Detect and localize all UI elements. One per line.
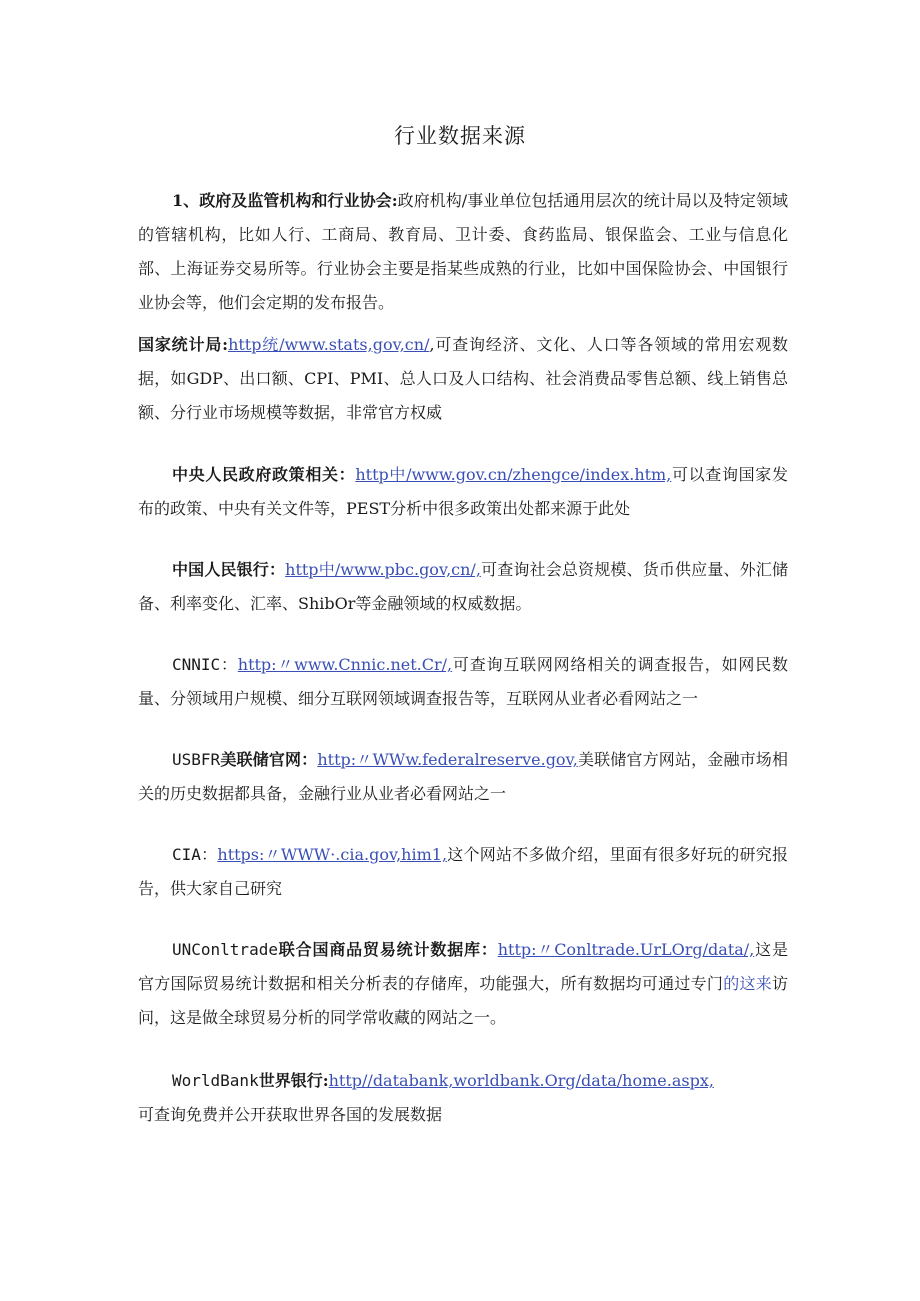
source-name: 国家统计局: — [138, 335, 229, 354]
source-name-latin: UNConltrade — [172, 940, 278, 959]
source-gov-policy — [138, 458, 788, 526]
source-name-tail: 世界银行: — [258, 1071, 329, 1090]
page-title: 行业数据来源 — [394, 124, 526, 148]
source-name-tail: 美联储官网： — [220, 750, 318, 769]
source-desc: 这是官方国际贸易统计数据和相关分析表的存储库，功能强大，所有数据均可通过专门 — [138, 940, 788, 993]
source-link[interactable]: http:〃Conltrade.UrLOrg/data/, — [497, 940, 755, 959]
source-desc-colored: 的这来 — [723, 974, 772, 993]
source-link[interactable]: http中/www.pbc.gov,cn/, — [285, 560, 481, 579]
source-name: 中央人民政府政策相关： — [172, 465, 356, 484]
source-cnnic — [138, 648, 788, 716]
source-heading-line — [138, 1064, 788, 1098]
source-stats-bureau — [138, 328, 788, 430]
intro-label: 1、政府及监管机构和行业协会: — [172, 191, 398, 210]
source-desc: 美联储官方网站，金融市场相关的历史数据都具备，金融行业从业者必看网站之一 — [138, 750, 788, 803]
source-link[interactable]: http中/www.gov.cn/zhengce/index.htm, — [355, 465, 672, 484]
source-desc: 可查询免费并公开获取世界各国的发展数据 — [138, 1105, 443, 1124]
source-federal-reserve — [138, 743, 788, 811]
source-name-tail: 联合国商品贸易统计数据库： — [277, 940, 498, 959]
source-name-latin: USBFR — [172, 750, 221, 769]
intro-text: 政府机构/事业单位包括通用层次的统计局以及特定领域的管辖机构，比如人行、工商局、教育局、卫计委、食药监局、银保监会、工业与信息化部、上海证券交易所等。行业协会主要是指某些成熟的行业，比如中国保险协会、中国银行业协会等，他们会定期的发布报告。 — [138, 191, 788, 312]
source-link[interactable]: http统/www.stats,gov,cn/ — [228, 335, 430, 354]
source-link[interactable]: http//databank,worldbank.Org/data/home.aspx, — [328, 1071, 714, 1090]
source-name-tail: ： — [200, 845, 218, 864]
source-link[interactable]: http:〃WWw.federalreserve.gov, — [317, 750, 578, 769]
source-desc: 可查询社会总资规模、货币供应量、外汇储备、利率变化、汇率、ShibOr等金融领域的权威数据。 — [138, 560, 788, 613]
source-desc: 可查询互联网网络相关的调查报告，如网民数量、分领域用户规模、细分互联网领域调查报告等，互联网从业者必看网站之一 — [138, 655, 788, 708]
source-name-latin: WorldBank — [172, 1071, 259, 1090]
source-cia — [138, 838, 788, 906]
source-desc: 访问，这是做全球贸易分析的同学常收藏的网站之一。 — [138, 974, 788, 1027]
source-desc: 这个网站不多做介绍，里面有很多好玩的研究报告，供大家自己研究 — [138, 845, 788, 898]
intro-paragraph — [138, 184, 788, 320]
source-desc: ,可查询经济、文化、人口等各领域的常用宏观数据，如GDP、出口额、CPI、PMI、总人口及人口结构、社会消费品零售总额、线上销售总额、分行业市场规模等数据，非常官方权威 — [138, 335, 788, 422]
source-link[interactable]: http:〃www.Cnnic.net.Cr/, — [237, 655, 453, 674]
source-name-latin: CIA — [172, 845, 201, 864]
source-pbc — [138, 553, 788, 621]
source-name: 中国人民银行： — [172, 560, 286, 579]
source-name-tail: ： — [220, 655, 238, 674]
source-world-bank — [138, 1064, 788, 1132]
source-un-comtrade — [138, 933, 788, 1035]
source-name-latin: CNNIC — [172, 655, 221, 674]
source-link[interactable]: https:〃WWW·.cia.gov,him1, — [217, 845, 448, 864]
source-desc: 可以查询国家发布的政策、中央有关文件等，PEST分析中很多政策出处都来源于此处 — [138, 465, 788, 518]
